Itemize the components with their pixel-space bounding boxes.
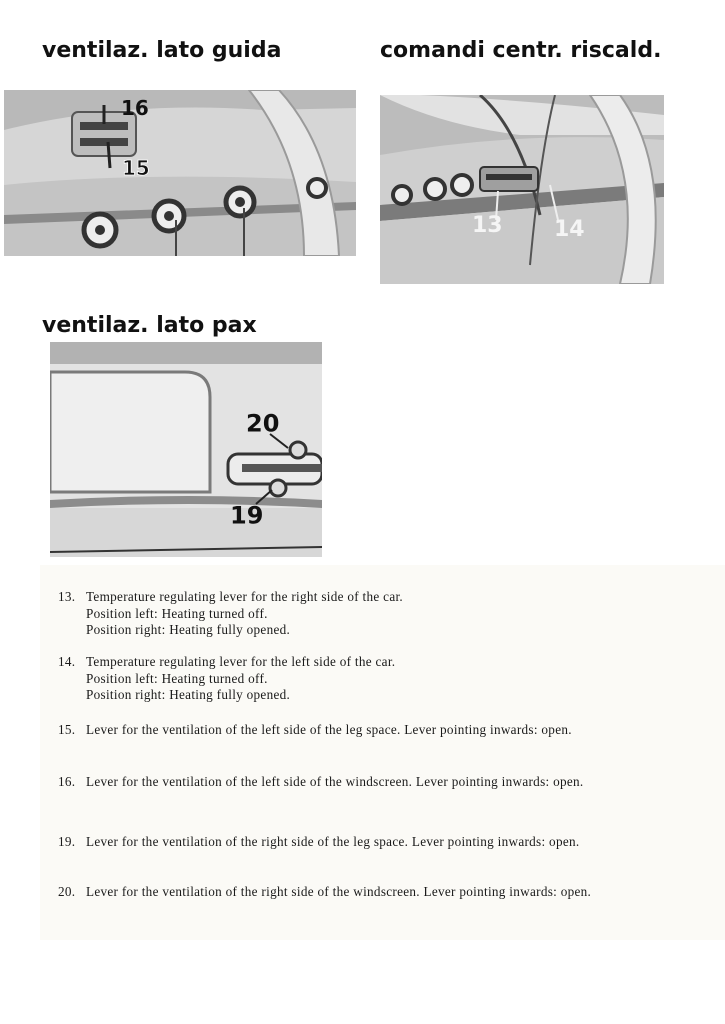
legend-item-20 [58,884,684,901]
legend-item-13 [58,589,403,639]
item-line: Position left: Heating turned off. [86,670,268,686]
item-line: Temperature regulating lever for the left side of the car. [86,654,396,669]
legend-item-15 [58,722,684,739]
callout-19: 19 [230,501,264,530]
legend-item-16 [58,774,684,791]
item-text: Lever for the ventilation of the right side of the leg space. Lever pointing inwards: open. [86,834,580,849]
callout-14: 14 [554,217,585,243]
callout-20: 20 [246,409,280,438]
item-line: Position right: Heating fully opened. [86,622,291,637]
item-number: 13. [58,589,76,604]
heading-driver-side: ventilaz. lato guida [42,38,282,63]
legend-item-19 [58,834,684,851]
heading-central-controls: comandi centr. riscald. [380,38,662,63]
item-line: Position left: Heating turned off. [86,605,268,621]
item-text: Lever for the ventilation of the left side of the windscreen. Lever pointing inwards: open. [86,774,584,789]
callout-13: 13 [472,213,503,239]
item-text: Lever for the ventilation of the left side of the leg space. Lever pointing inwards: open. [86,722,572,737]
item-line: Temperature regulating lever for the right side of the car. [86,589,404,604]
callout-16: 16 [121,96,149,121]
photo-driver-side-ventilation [4,90,356,256]
item-number: 19. [58,834,76,849]
item-text: Lever for the ventilation of the right side of the windscreen. Lever pointing inwards: open. [86,884,592,899]
photo-central-heating-controls [380,95,664,284]
item-number: 15. [58,722,76,737]
photo-passenger-side-ventilation [50,342,322,557]
item-number: 16. [58,774,76,789]
item-number: 14. [58,654,76,669]
heading-passenger-side: ventilaz. lato pax [42,313,257,338]
legend-item-14 [58,654,395,704]
item-number: 20. [58,884,76,899]
item-line: Position right: Heating fully opened. [86,687,291,702]
callout-15: 15 [122,156,150,181]
